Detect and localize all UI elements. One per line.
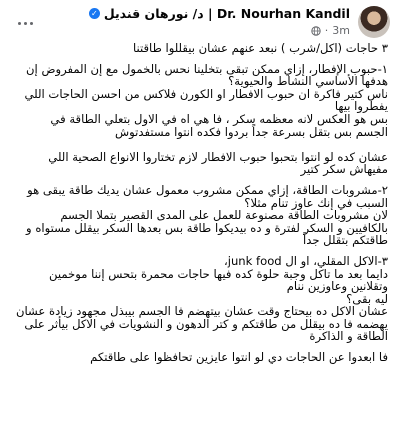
post-body — [8, 42, 392, 364]
post-text-line: ٣ حاجات (اكل/شرب ) نبعد عنهم عشان بيقللوا طاقتنا — [132, 41, 388, 55]
post-text-line: ٣-الاكل المقلي، او ال junk food، — [223, 253, 388, 268]
globe-icon — [311, 26, 321, 36]
post-text-line — [12, 138, 388, 151]
post-text-line: عشان الاكل ده بيحتاج وقت عشان بيتهضم فا الجسم بيبذل مجهود زيادة عشان — [16, 304, 388, 319]
post-text-line: وتقلانين وعاوزين ننام — [286, 279, 388, 294]
post-text-line: مفيهاش سكر كتير — [300, 162, 388, 177]
post-paragraph — [12, 255, 388, 343]
post-text-line: ٢-مشروبات الطاقة، إزاي ممكن مشروب معمول عشان يديك طاقة يبقى هو — [27, 182, 388, 197]
author-avatar[interactable] — [358, 6, 390, 38]
post-text-line: عشان كده لو انتوا بتحبوا حبوب الافطار لازم تختاروا الانواع الصحية اللي — [48, 149, 388, 164]
post-text-line: الجسم بس بتقل بسرعة جداً بردوا فكده انتوا مستفدتوش — [115, 124, 388, 139]
post-text-line: ١-حبوب الإفطار، إزاي ممكن تبقى بتخلينا نحس بالخمول مع إن المفروض إن — [26, 61, 388, 76]
post-text-line: يفطروا بيها — [334, 99, 388, 114]
post-paragraph — [12, 63, 388, 176]
author-line — [89, 6, 350, 21]
post-paragraph — [12, 42, 388, 55]
post-text-line: بالكافيين و السكر لفترة و ده بيديكوا طاقة بس بعدها السكر بيقلل مستواه و — [26, 220, 388, 235]
post-text-line: هدفها الأساسي النشاط والحيوية؟ — [228, 74, 388, 89]
post-text-line: فا ابعدوا عن الحاجات دي لو انتوا عايزين تحافظوا على طاقتكم — [90, 350, 388, 365]
post-text-line: الطاقة و الذاكرة — [309, 329, 388, 344]
post-paragraph — [12, 184, 388, 247]
post-text-line: دايما بعد ما تاكل وجبة حلوة كده فيها حاجات محمرة بتحس إننا موخمين — [49, 266, 388, 281]
post-text-line: السبب في إنك عاوز تنام مثلا؟ — [244, 195, 388, 210]
post-meta — [311, 24, 350, 37]
more-options-icon[interactable] — [12, 10, 34, 24]
post-text-line: ليه بقى؟ — [346, 291, 388, 306]
post-text-line: بس هو العكس لانه معظمه سكر ، فا هي اه في الاول بتعلي الطاقة في — [50, 111, 388, 126]
post-header — [8, 4, 392, 42]
post-text-line: يهضمه فا ده بيقلل من طاقتكم و كتر الدهون و النشويات في الاكل بيأثر على — [24, 316, 388, 331]
post-paragraph — [12, 351, 388, 364]
post-text-line: لان مشروبات الطاقة مصنوعة للعمل على المدى القصير بتملا الجسم — [60, 208, 388, 223]
verified-badge-icon: ✓ — [89, 8, 100, 19]
post-time[interactable]: 3m — [332, 24, 350, 37]
post-text-line: طاقتكم بتقلل جداً — [303, 233, 388, 248]
post-text-line: ناس كتير فاكرة ان حبوب الافطار او الكورن فلاكس من احسن الحاجات اللي — [24, 86, 388, 101]
author-name[interactable]: Dr. Nourhan Kandil | د/ نورهان قنديل — [103, 6, 350, 21]
meta-separator: · — [324, 24, 329, 37]
